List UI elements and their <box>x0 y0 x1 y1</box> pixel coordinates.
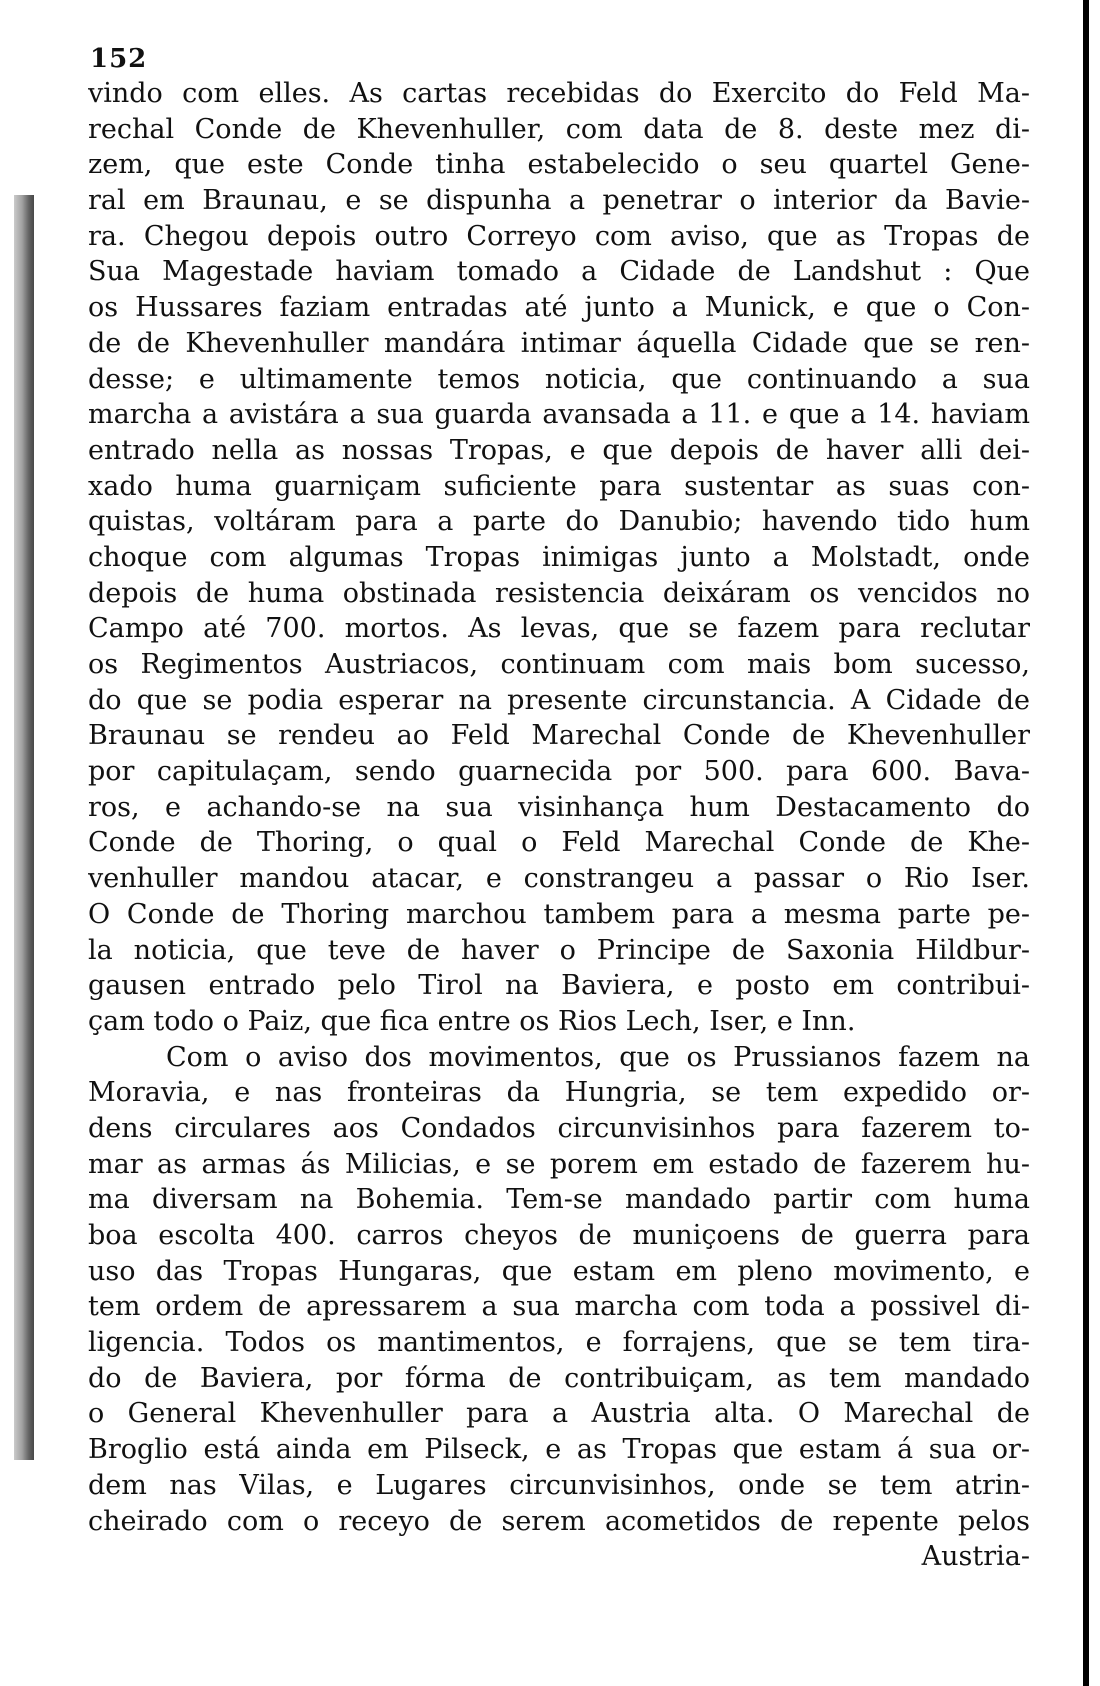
text-line: ros, e achando-se na sua visinhança hum Destacamento do <box>88 791 1030 823</box>
text-line: rechal Conde de Khevenhuller, com data de 8. deste mez di- <box>88 113 1030 145</box>
text-line: ral em Braunau, e se dispunha a penetrar o interior da Bavie- <box>88 185 1030 217</box>
catchword: Austria- <box>921 1541 1030 1573</box>
text-line: Conde de Thoring, o qual o Feld Marechal Conde de Khe- <box>88 827 1030 859</box>
text-line: ma diversam na Bohemia. Tem-se mandado partir com huma <box>88 1184 1030 1216</box>
text-line: la noticia, que teve de haver o Principe de Saxonia Hildbur- <box>88 934 1030 966</box>
text-line: tem ordem de apressarem a sua marcha com toda a possivel di- <box>88 1291 1030 1323</box>
text-line: do de Baviera, por fórma de contribuiçam, as tem mandado <box>88 1362 1030 1394</box>
text-line: venhuller mandou atacar, e constrangeu a passar o Rio Iser. <box>88 863 1030 895</box>
text-line: Sua Magestade haviam tomado a Cidade de Landshut : Que <box>88 256 1030 288</box>
text-line: xado huma guarniçam suficiente para sustentar as suas con- <box>88 470 1030 502</box>
text-line: mar as armas ás Milicias, e se porem em estado de fazerem hu- <box>88 1148 1030 1180</box>
body-text <box>88 76 1030 1575</box>
text-line: uso das Tropas Hungaras, que estam em pleno movimento, e <box>88 1255 1030 1287</box>
text-line: dens circulares aos Condados circunvisinhos para fazerem to- <box>88 1112 1030 1144</box>
text-line: de de Khevenhuller mandára intimar áquella Cidade que se ren- <box>88 327 1030 359</box>
text-line: çam todo o Paiz, que fica entre os Rios Lech, Iser, e Inn. <box>88 1005 856 1037</box>
text-line: gausen entrado pelo Tirol na Baviera, e posto em contribui- <box>88 970 1030 1002</box>
text-line: do que se podia esperar na presente circunstancia. A Cidade de <box>88 684 1030 716</box>
text-line: Campo até 700. mortos. As levas, que se fazem para reclutar <box>88 613 1030 645</box>
text-line: entrado nella as nossas Tropas, e que depois de haver alli dei- <box>88 434 1030 466</box>
page-number: 152 <box>90 44 148 74</box>
text-line: zem, que este Conde tinha estabelecido o seu quartel Gene- <box>88 149 1030 181</box>
text-line: quistas, voltáram para a parte do Danubio; havendo tido hum <box>88 506 1030 538</box>
page-edge-line <box>1083 0 1089 1686</box>
text-line: Moravia, e nas fronteiras da Hungria, se tem expedido or- <box>88 1077 1030 1109</box>
paragraph-first-line: Com o aviso dos movimentos, que os Prussianos fazem na <box>166 1041 1030 1073</box>
text-line: dem nas Vilas, e Lugares circunvisinhos, onde se tem atrin- <box>88 1469 1030 1501</box>
text-line: vindo com elles. As cartas recebidas do Exercito do Feld Ma- <box>88 78 1030 109</box>
text-line: Broglio está ainda em Pilseck, e as Tropas que estam á sua or- <box>88 1434 1030 1466</box>
text-line: marcha a avistára a sua guarda avansada a 11. e que a 14. haviam <box>88 399 1030 431</box>
text-line: depois de huma obstinada resistencia deixáram os vencidos no <box>88 577 1030 609</box>
text-line: desse; e ultimamente temos noticia, que continuando a sua <box>88 363 1030 395</box>
text-line: boa escolta 400. carros cheyos de muniçoens de guerra para <box>88 1220 1030 1251</box>
binding-shadow <box>14 195 34 1460</box>
text-line: ra. Chegou depois outro Correyo com aviso, que as Tropas de <box>88 220 1030 252</box>
text-line: o General Khevenhuller para a Austria alta. O Marechal de <box>88 1398 1030 1430</box>
text-line: os Hussares faziam entradas até junto a Munick, e que o Con- <box>88 292 1030 324</box>
text-line: os Regimentos Austriacos, continuam com mais bom sucesso, <box>88 649 1030 680</box>
text-line: cheirado com o receyo de serem acometidos de repente pelos <box>88 1505 1030 1537</box>
text-line: choque com algumas Tropas inimigas junto a Molstadt, onde <box>88 541 1030 573</box>
text-line: por capitulaçam, sendo guarnecida por 500. para 600. Bava- <box>88 756 1030 788</box>
text-line: Braunau se rendeu ao Feld Marechal Conde de Khevenhuller <box>88 720 1030 752</box>
text-line: O Conde de Thoring marchou tambem para a mesma parte pe- <box>88 898 1030 930</box>
text-line: ligencia. Todos os mantimentos, e forrajens, que se tem tira- <box>88 1327 1030 1359</box>
